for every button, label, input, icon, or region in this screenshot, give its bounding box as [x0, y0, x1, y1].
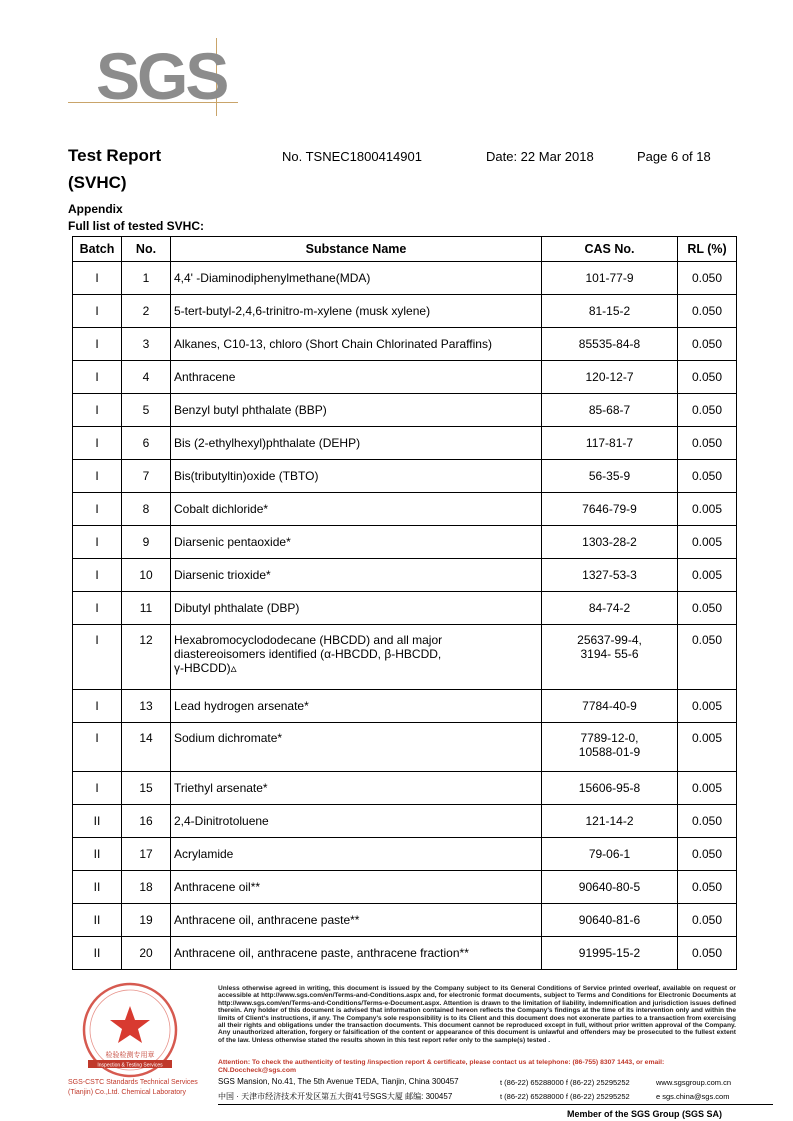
cell-no: 1 [122, 262, 171, 295]
cell-no: 4 [122, 361, 171, 394]
table-row [73, 262, 737, 295]
seal-center-text: 检验检测专用章 [105, 1051, 155, 1059]
table-row [73, 904, 737, 937]
cell-no: 12 [122, 625, 171, 690]
cell-cas: 90640-81-6 [542, 904, 678, 937]
cell-cas [542, 723, 678, 772]
substance-line: γ-HBCDD)▵ [174, 661, 237, 675]
substance-line: Hexabromocyclododecane (HBCDD) and all major [174, 633, 443, 647]
cell-batch: I [73, 394, 122, 427]
cell-batch: I [73, 262, 122, 295]
cell-rl: 0.050 [678, 904, 737, 937]
table-row [73, 592, 737, 625]
table-row [73, 625, 737, 690]
cell-cas: 117-81-7 [542, 427, 678, 460]
table-row [73, 690, 737, 723]
website: www.sgsgroup.com.cn [656, 1078, 732, 1087]
cell-rl: 0.050 [678, 361, 737, 394]
cell-substance: Lead hydrogen arsenate* [171, 690, 542, 723]
cell-no: 17 [122, 838, 171, 871]
cell-batch: I [73, 361, 122, 394]
table-row [73, 871, 737, 904]
address-chinese: 中国 · 天津市经济技术开发区第五大街41号SGS大厦 邮编: 300457 [218, 1092, 453, 1101]
cell-cas: 81-15-2 [542, 295, 678, 328]
member-note: Member of the SGS Group (SGS SA) [567, 1109, 723, 1119]
cell-cas: 15606-95-8 [542, 772, 678, 805]
appendix-heading: Appendix [68, 202, 123, 216]
cell-batch: II [73, 937, 122, 970]
cell-no: 5 [122, 394, 171, 427]
cell-no: 11 [122, 592, 171, 625]
table-row [73, 937, 737, 970]
cell-no: 16 [122, 805, 171, 838]
cell-cas: 91995-15-2 [542, 937, 678, 970]
cell-substance: Cobalt dichloride* [171, 493, 542, 526]
cell-substance: Anthracene oil, anthracene paste, anthracene fraction** [171, 937, 542, 970]
cell-rl: 0.050 [678, 937, 737, 970]
substance-line: diastereoisomers identified (α-HBCDD, β-HBCDD, [174, 647, 442, 661]
cell-cas: 121-14-2 [542, 805, 678, 838]
cell-cas [542, 625, 678, 690]
logo-text: SGS [96, 39, 227, 113]
table-row [73, 460, 737, 493]
cell-substance: Alkanes, C10-13, chloro (Short Chain Chlorinated Paraffins) [171, 328, 542, 361]
cell-rl: 0.005 [678, 559, 737, 592]
cell-substance: Acrylamide [171, 838, 542, 871]
sgs-logo [68, 38, 238, 116]
cell-cas: 1327-53-3 [542, 559, 678, 592]
cas-line: 10588-01-9 [578, 745, 641, 759]
header-no: No. [122, 237, 171, 262]
table-row [73, 427, 737, 460]
disclaimer-text: Unless otherwise agreed in writing, this document is issued by the Company subject to its General Conditions of Service printed overleaf, available on request or accessible at http://www.sgs.com/en/Terms-and-Conditions.aspx and, for electronic format documents, subject to Terms and Conditions for Electronic Documents at http://www.sgs.com/en/Terms-and-Conditions/Terms-e-Document.aspx. Attention is drawn to the limitation of liability, indemnification and jurisdiction issues defined therein. Any holder of this document is advised that information contained hereon reflects the Company's findings at the time of its intervention only and within the limits of Client's instructions, if any. The Company's sole responsibility is to its Client and this document does not exonerate parties to a transaction from exercising all their rights and obligations under the transaction documents. This document cannot be reproduced except in full, without prior written approval of the Company. Any unauthorized alteration, forgery or falsification of the content or appearance of this document is unlawful and offenders may be prosecuted to the fullest extent of the law. Unless otherwise stated the results shown in this test report refer only to the sample(s) tested . [218, 985, 736, 1044]
table-row [73, 723, 737, 772]
cell-batch: I [73, 592, 122, 625]
svhc-table [72, 236, 737, 970]
phone-line-1: t (86-22) 65288000 f (86-22) 25295252 [500, 1078, 630, 1087]
seal-english-text: Inspection & Testing Services [97, 1062, 163, 1069]
cell-rl: 0.050 [678, 592, 737, 625]
cell-batch: I [73, 493, 122, 526]
cell-substance: Benzyl butyl phthalate (BBP) [171, 394, 542, 427]
cell-no: 10 [122, 559, 171, 592]
cell-cas: 1303-28-2 [542, 526, 678, 559]
cell-no: 13 [122, 690, 171, 723]
table-row [73, 394, 737, 427]
cell-substance [171, 625, 542, 690]
table-row [73, 526, 737, 559]
cell-rl: 0.005 [678, 723, 737, 772]
cell-batch: I [73, 526, 122, 559]
table-row [73, 493, 737, 526]
cell-batch: I [73, 625, 122, 690]
cell-cas: 84-74-2 [542, 592, 678, 625]
cell-rl: 0.005 [678, 526, 737, 559]
address-english: SGS Mansion, No.41, The 5th Avenue TEDA, Tianjin, China 300457 [218, 1077, 459, 1086]
report-subtitle: (SVHC) [68, 173, 127, 192]
cell-substance: Dibutyl phthalate (DBP) [171, 592, 542, 625]
cell-batch: II [73, 838, 122, 871]
cell-cas: 7646-79-9 [542, 493, 678, 526]
cell-rl: 0.050 [678, 394, 737, 427]
cell-rl: 0.050 [678, 295, 737, 328]
cell-substance: Anthracene oil** [171, 871, 542, 904]
cell-rl: 0.005 [678, 493, 737, 526]
report-number: No. TSNEC1800414901 [282, 149, 422, 164]
cell-rl: 0.050 [678, 805, 737, 838]
header-batch: Batch [73, 237, 122, 262]
cell-batch: I [73, 772, 122, 805]
table-row [73, 838, 737, 871]
cell-rl: 0.050 [678, 460, 737, 493]
cell-rl: 0.050 [678, 427, 737, 460]
cell-no: 20 [122, 937, 171, 970]
cell-cas: 79-06-1 [542, 838, 678, 871]
cell-no: 18 [122, 871, 171, 904]
cell-batch: I [73, 723, 122, 772]
cell-substance: Diarsenic pentaoxide* [171, 526, 542, 559]
cell-no: 3 [122, 328, 171, 361]
cell-substance: Sodium dichromate* [171, 723, 542, 772]
cell-substance: Diarsenic trioxide* [171, 559, 542, 592]
cell-batch: I [73, 328, 122, 361]
cell-cas: 7784-40-9 [542, 690, 678, 723]
table-row [73, 328, 737, 361]
header-cas-no: CAS No. [542, 237, 678, 262]
page-number: Page 6 of 18 [637, 149, 711, 164]
cell-substance: Bis(tributyltin)oxide (TBTO) [171, 460, 542, 493]
cell-batch: II [73, 805, 122, 838]
lab-label: SGS-CSTC Standards Technical Services (Tianjin) Co.,Ltd. Chemical Laboratory [68, 1079, 198, 1096]
cell-substance: 5-tert-butyl-2,4,6-trinitro-m-xylene (musk xylene) [171, 295, 542, 328]
cell-batch: I [73, 427, 122, 460]
table-row [73, 772, 737, 805]
table-row [73, 361, 737, 394]
cell-no: 9 [122, 526, 171, 559]
cell-batch: II [73, 904, 122, 937]
cell-cas: 120-12-7 [542, 361, 678, 394]
cell-batch: I [73, 559, 122, 592]
cell-cas: 56-35-9 [542, 460, 678, 493]
footer-rule [218, 1104, 773, 1105]
cell-substance: Anthracene oil, anthracene paste** [171, 904, 542, 937]
cell-no: 6 [122, 427, 171, 460]
cell-substance: Anthracene [171, 361, 542, 394]
phone-line-2: t (86-22) 65288000 f (86-22) 25295252 [500, 1092, 630, 1101]
cell-rl: 0.050 [678, 328, 737, 361]
list-heading: Full list of tested SVHC: [68, 219, 205, 233]
cell-substance: Bis (2-ethylhexyl)phthalate (DEHP) [171, 427, 542, 460]
cell-no: 14 [122, 723, 171, 772]
cas-line: 3194- 55-6 [580, 647, 639, 661]
cell-rl: 0.050 [678, 871, 737, 904]
report-title: Test Report [68, 146, 162, 165]
cell-cas: 101-77-9 [542, 262, 678, 295]
cell-no: 8 [122, 493, 171, 526]
header-substance-name: Substance Name [171, 237, 542, 262]
cell-no: 2 [122, 295, 171, 328]
cell-substance: 4,4' -Diaminodiphenylmethane(MDA) [171, 262, 542, 295]
cell-rl: 0.005 [678, 772, 737, 805]
cell-rl: 0.050 [678, 262, 737, 295]
cell-substance: Triethyl arsenate* [171, 772, 542, 805]
cell-cas: 85535-84-8 [542, 328, 678, 361]
cell-substance: 2,4-Dinitrotoluene [171, 805, 542, 838]
table-header-row [73, 237, 737, 262]
cell-rl: 0.050 [678, 625, 737, 690]
cell-no: 19 [122, 904, 171, 937]
email: e sgs.china@sgs.com [656, 1092, 730, 1101]
cell-batch: I [73, 690, 122, 723]
cell-cas: 85-68-7 [542, 394, 678, 427]
cas-line: 7789-12-0, [580, 731, 639, 745]
table-row [73, 559, 737, 592]
inspection-seal [70, 980, 190, 1080]
cell-cas: 90640-80-5 [542, 871, 678, 904]
report-date: Date: 22 Mar 2018 [486, 149, 594, 164]
cell-no: 15 [122, 772, 171, 805]
cell-batch: I [73, 460, 122, 493]
attention-text: Attention: To check the authenticity of testing /inspection report & certificate, please contact us at telephone: (86-755) 8307 1443, or email: CN.Doccheck@sgs.com [218, 1059, 665, 1074]
cell-rl: 0.050 [678, 838, 737, 871]
cell-rl: 0.005 [678, 690, 737, 723]
table-row [73, 805, 737, 838]
header-rl: RL (%) [678, 237, 737, 262]
table-row [73, 295, 737, 328]
cas-line: 25637-99-4, [577, 633, 642, 647]
cell-batch: II [73, 871, 122, 904]
cell-no: 7 [122, 460, 171, 493]
cell-batch: I [73, 295, 122, 328]
